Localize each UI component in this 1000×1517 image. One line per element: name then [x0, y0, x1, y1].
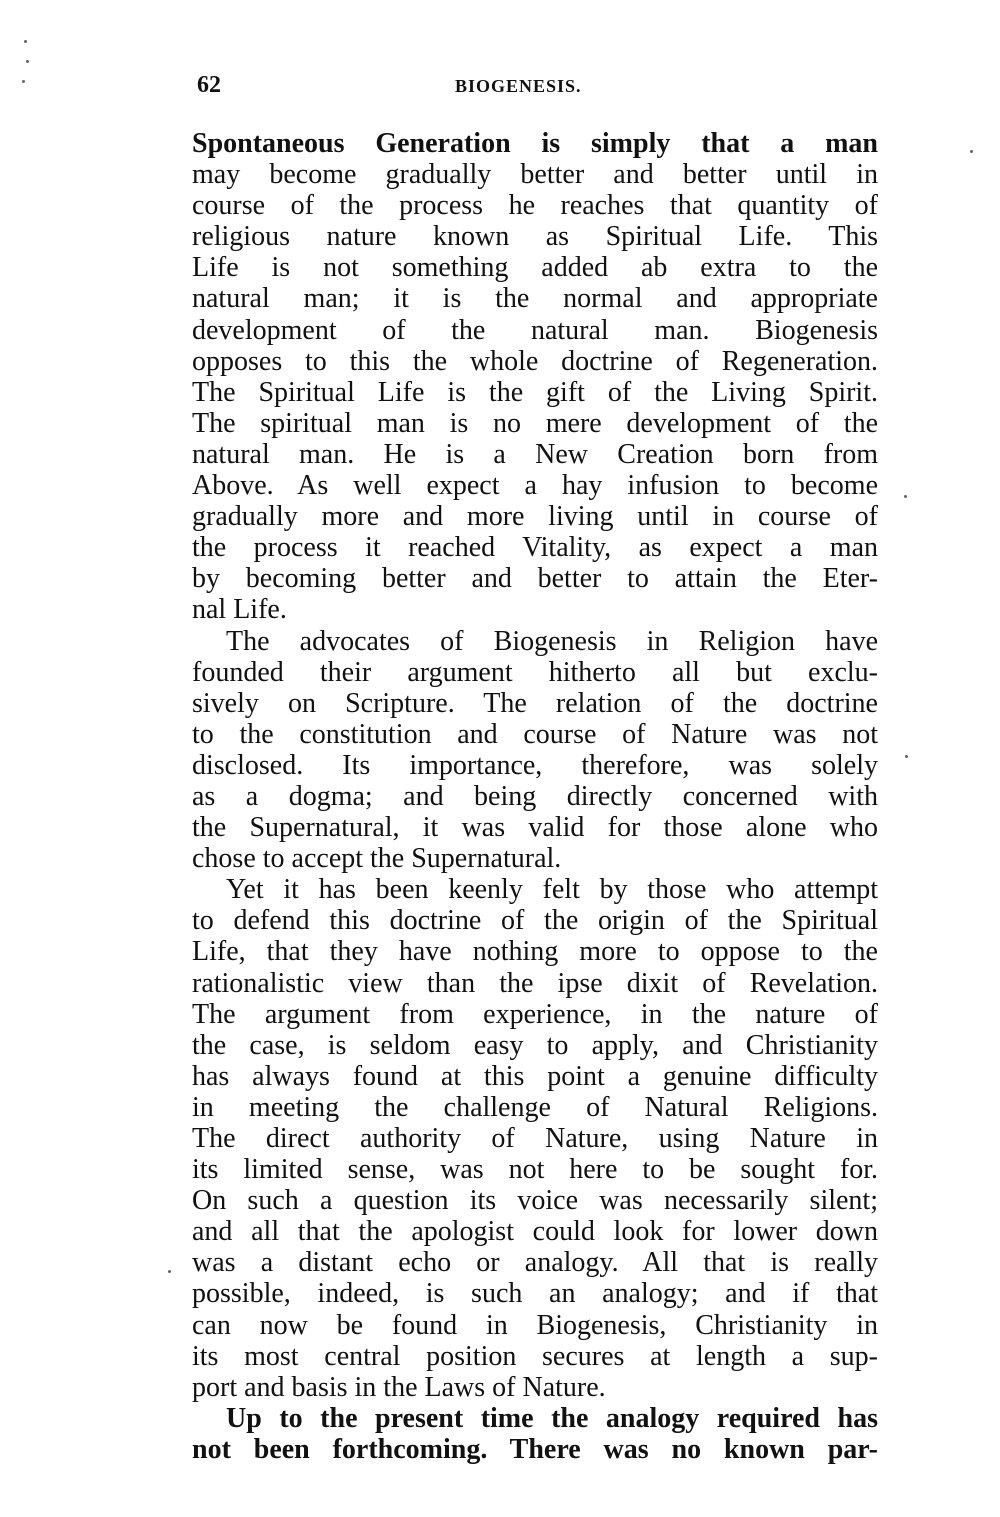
page-number: 62	[197, 72, 221, 98]
paragraph-2	[192, 626, 878, 875]
text-line: Life is not something added ab extra to the	[192, 252, 878, 284]
text-line: The argument from experience, in the nature of	[192, 998, 878, 1030]
text-line: On such a question its voice was necessarily silent;	[192, 1185, 878, 1217]
text-line: port and basis in the Laws of Nature.	[192, 1371, 606, 1403]
text-line: as a dogma; and being directly concerned with	[192, 780, 878, 812]
text-line: Yet it has been keenly felt by those who attempt	[226, 874, 878, 906]
paragraph-4	[192, 1403, 878, 1465]
body-text	[192, 128, 878, 1465]
text-line: The advocates of Biogenesis in Religion have	[226, 625, 878, 657]
text-line: disclosed. Its importance, therefore, was solely	[192, 749, 878, 781]
text-line: The spiritual man is no mere development of the	[192, 407, 878, 439]
text-line: The direct authority of Nature, using Nature in	[192, 1123, 878, 1154]
text-line: its most central position secures at length a sup-	[192, 1340, 878, 1372]
text-line: Up to the present time the analogy required has	[226, 1402, 878, 1434]
text-line: and all that the apologist could look for lower down	[192, 1216, 878, 1248]
text-line: the Supernatural, it was valid for those alone who	[192, 812, 878, 844]
text-line: nal Life.	[192, 594, 287, 626]
text-line: The Spiritual Life is the gift of the Living Spirit.	[192, 376, 878, 408]
text-line: rationalistic view than the ipse dixit of Revelation.	[192, 967, 878, 999]
text-line: Life, that they have nothing more to oppose to the	[192, 936, 878, 968]
text-line: chose to accept the Supernatural.	[192, 843, 562, 875]
text-line: the case, is seldom easy to apply, and Christianity	[192, 1029, 878, 1061]
text-line: to the constitution and course of Nature was not	[192, 718, 878, 750]
print-speck	[970, 150, 973, 153]
text-line: its limited sense, was not here to be sought for.	[192, 1154, 878, 1186]
text-line: natural man. He is a New Creation born from	[192, 438, 878, 470]
text-line: not been forthcoming. There was no known par-	[192, 1433, 878, 1465]
text-line: Above. As well expect a hay infusion to become	[192, 470, 878, 502]
text-line: opposes to this the whole doctrine of Regeneration.	[192, 345, 878, 377]
print-speck	[905, 755, 908, 758]
text-line: in meeting the challenge of Natural Religions.	[192, 1091, 878, 1123]
text-line: has always found at this point a genuine difficulty	[192, 1060, 878, 1092]
text-line: development of the natural man. Biogenesis	[192, 314, 878, 346]
page-header	[197, 72, 875, 106]
print-speck	[26, 60, 29, 63]
text-line: course of the process he reaches that quantity of	[192, 190, 878, 222]
text-line: natural man; it is the normal and appropriate	[192, 283, 878, 315]
text-line: by becoming better and better to attain the Eter-	[192, 563, 878, 595]
text-line: founded their argument hitherto all but exclu-	[192, 656, 878, 688]
paragraph-3	[192, 874, 878, 1403]
text-line: to defend this doctrine of the origin of the Spiritual	[192, 905, 878, 937]
paragraph-1	[192, 128, 878, 626]
text-line: religious nature known as Spiritual Life. This	[192, 221, 878, 253]
print-speck	[904, 495, 907, 498]
text-line: may become gradually better and better until in	[192, 159, 878, 191]
text-line: Spontaneous Generation is simply that a man	[192, 128, 878, 159]
text-line: sively on Scripture. The relation of the doctrine	[192, 687, 878, 719]
text-line: gradually more and more living until in course of	[192, 501, 878, 533]
text-line: can now be found in Biogenesis, Christianity in	[192, 1309, 878, 1341]
print-speck	[24, 40, 27, 43]
text-line: was a distant echo or analogy. All that is really	[192, 1247, 878, 1279]
running-title: BIOGENESIS.	[455, 76, 582, 96]
text-line: the process it reached Vitality, as expect a man	[192, 532, 878, 564]
text-line: possible, indeed, is such an analogy; and if that	[192, 1278, 878, 1310]
print-speck	[22, 80, 25, 83]
print-speck	[168, 1270, 171, 1273]
